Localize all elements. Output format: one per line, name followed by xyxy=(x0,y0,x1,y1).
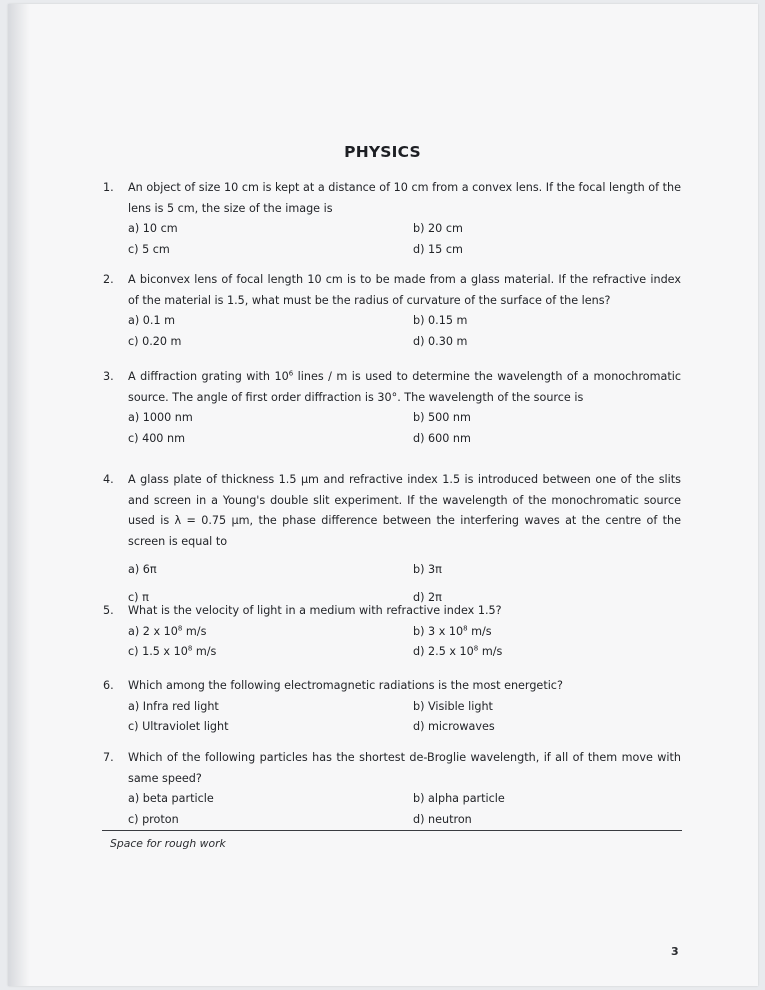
option-a: a) Infra red light xyxy=(128,699,219,713)
options xyxy=(128,697,681,738)
question-text: A biconvex lens of focal length 10 cm is to be made from a glass material. If the refractive index of the material is 1.5, what must be the radius of curvature of the surface of the lens? xyxy=(128,273,681,307)
option-c xyxy=(128,642,216,663)
options xyxy=(128,311,681,352)
question-number: 3. xyxy=(103,370,114,383)
option-d-unit: m/s xyxy=(478,645,503,658)
option-b: b) alpha particle xyxy=(413,792,505,805)
question-5 xyxy=(103,601,681,663)
question-text: A glass plate of thickness 1.5 μm and refractive index 1.5 is introduced between one of the slits and screen in a Young's double slit experiment. If the wavelength of the monochromatic source used is λ = 0.75 μm, the phase difference between the interfering waves at the centre of the screen is equal to xyxy=(128,473,681,548)
option-d: d) 15 cm xyxy=(413,242,463,256)
question-3 xyxy=(103,367,681,449)
question-number: 7. xyxy=(103,751,114,764)
option-b: b) Visible light xyxy=(413,699,493,713)
options xyxy=(128,789,681,830)
question-number: 5. xyxy=(103,604,114,617)
page-title: PHYSICS xyxy=(344,143,421,161)
option-b-text: b) 3 x 10 xyxy=(413,624,464,638)
option-d: d) 600 nm xyxy=(413,431,471,445)
question-number: 4. xyxy=(103,473,114,486)
option-b: b) 20 cm xyxy=(413,222,463,235)
exponent: 8 xyxy=(473,644,479,653)
option-b: b) 0.15 m xyxy=(413,314,468,327)
question-1 xyxy=(103,178,681,260)
option-a: a) 1000 nm xyxy=(128,411,193,424)
question-text-part: A diffraction grating with 10 xyxy=(128,370,289,383)
option-c: c) 0.20 m xyxy=(128,334,182,348)
page-number: 3 xyxy=(671,945,679,958)
question-number: 6. xyxy=(103,679,114,692)
question-number: 1. xyxy=(103,181,114,194)
option-b: b) 3π xyxy=(413,563,442,576)
question-7 xyxy=(103,748,681,830)
question-text: An object of size 10 cm is kept at a distance of 10 cm from a convex lens. If the focal length of the lens is 5 cm, the size of the image is xyxy=(128,181,681,215)
option-c: c) 400 nm xyxy=(128,431,185,445)
option-b: b) 500 nm xyxy=(413,411,471,424)
exponent: 8 xyxy=(177,623,183,632)
question-4 xyxy=(103,470,681,612)
option-d: d) 2π xyxy=(413,591,442,604)
option-d: d) neutron xyxy=(413,812,472,826)
option-b xyxy=(413,622,492,643)
question-2 xyxy=(103,270,681,352)
option-a: a) beta particle xyxy=(128,792,214,805)
option-a xyxy=(128,622,206,643)
option-d: d) 0.30 m xyxy=(413,334,468,348)
question-text-part: lines / m is used to determine the wavelength of a monochromatic source. The angle of first order diffraction is 30°. The wavelength of the source is xyxy=(128,370,681,404)
divider-line xyxy=(102,830,682,831)
option-c-unit: m/s xyxy=(192,645,217,658)
option-a-unit: m/s xyxy=(182,624,207,638)
option-d xyxy=(413,642,502,663)
options xyxy=(128,408,681,449)
option-c: c) Ultraviolet light xyxy=(128,720,229,733)
option-a: a) 10 cm xyxy=(128,222,178,235)
question-text: Which of the following particles has the shortest de-Broglie wavelength, if all of them move with same speed? xyxy=(128,751,681,785)
option-c-text: c) 1.5 x 10 xyxy=(128,645,188,658)
option-c: c) 5 cm xyxy=(128,242,170,256)
exponent: 6 xyxy=(288,369,294,378)
option-a-text: a) 2 x 10 xyxy=(128,624,178,638)
rough-work-label: Space for rough work xyxy=(110,837,226,850)
question-6 xyxy=(103,676,681,738)
question-text: Which among the following electromagnetic radiations is the most energetic? xyxy=(128,679,563,692)
option-b-unit: m/s xyxy=(467,624,492,638)
option-a: a) 6π xyxy=(128,563,157,576)
question-text xyxy=(128,367,681,408)
question-number: 2. xyxy=(103,273,114,286)
exponent: 8 xyxy=(463,623,468,632)
option-c: c) π xyxy=(128,591,149,604)
option-c: c) proton xyxy=(128,812,179,826)
options xyxy=(128,219,681,260)
option-d-text: d) 2.5 x 10 xyxy=(413,645,474,658)
option-a: a) 0.1 m xyxy=(128,314,176,327)
option-d: d) microwaves xyxy=(413,720,495,733)
question-text: What is the velocity of light in a medium with refractive index 1.5? xyxy=(128,604,502,617)
exponent: 8 xyxy=(187,644,193,653)
options xyxy=(128,622,681,663)
